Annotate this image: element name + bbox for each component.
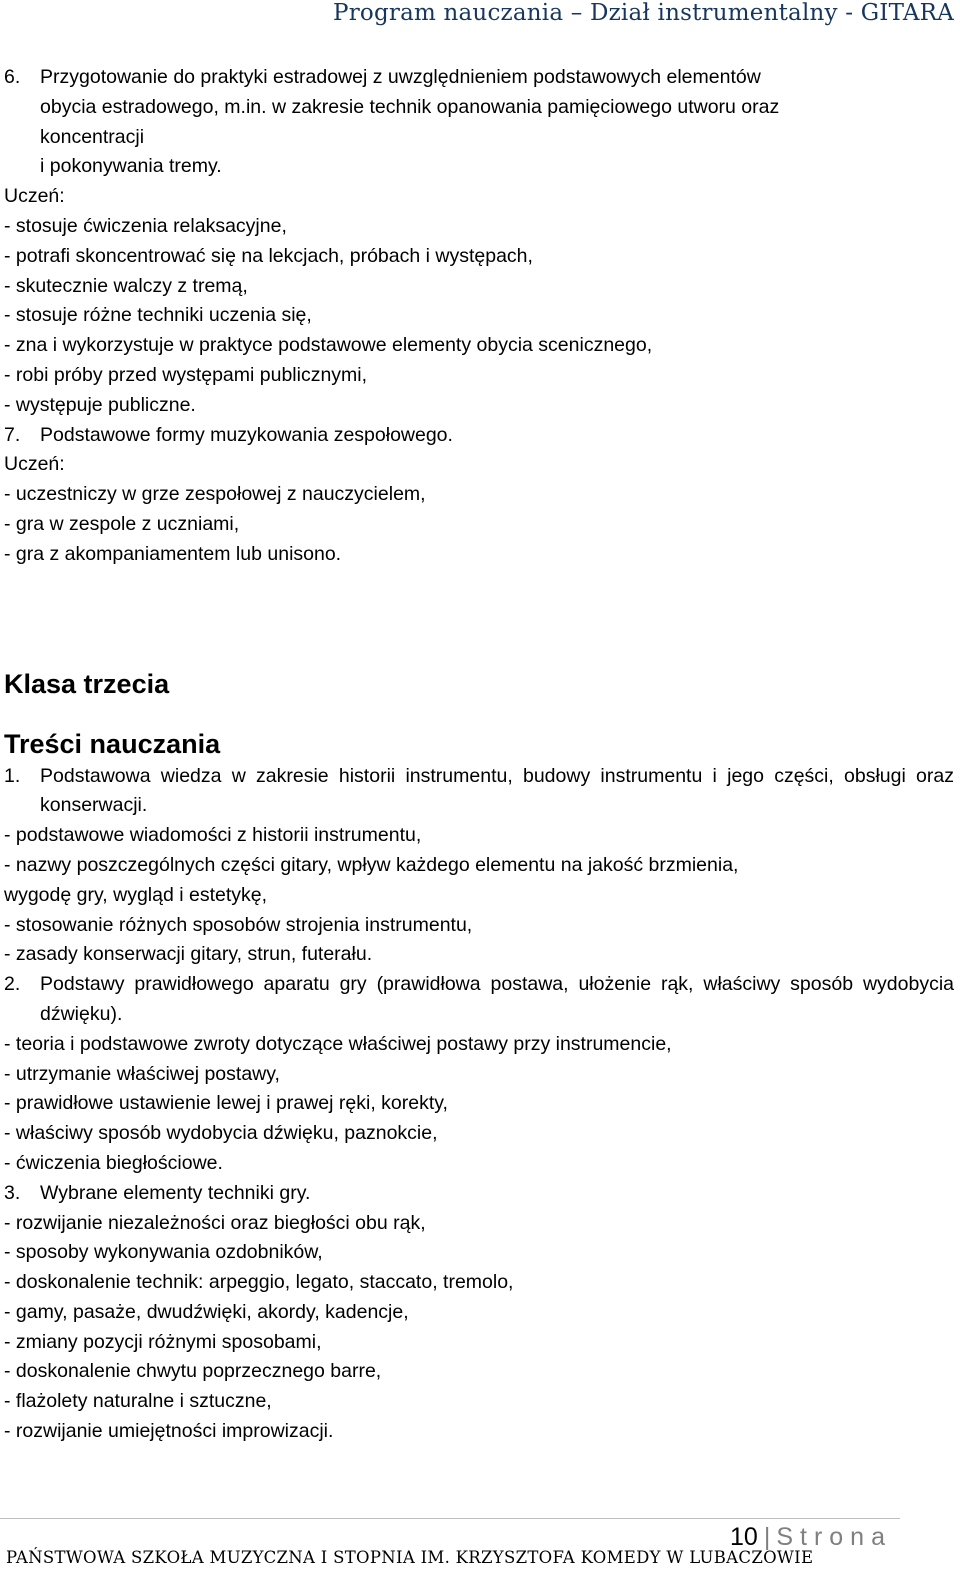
list-item: - nazwy poszczególnych części gitary, wpływ każdego elementu na jakość brzmienia, <box>4 853 739 876</box>
list-item: wygodę gry, wygląd i estetykę, <box>4 883 268 906</box>
topic-3-heading <box>4 1179 954 1209</box>
section-number: 6. <box>4 66 21 88</box>
list-item: - ćwiczenia biegłościowe. <box>4 1151 223 1174</box>
list-item: - potrafi skoncentrować się na lekcjach, próbach i występach, <box>4 244 533 267</box>
page-number-separator: | <box>763 1523 771 1551</box>
class-heading: Klasa trzecia <box>4 668 170 699</box>
running-header-title: Program nauczania – Dział instrumentalny - GITARA <box>333 0 954 26</box>
list-item: - stosuje różne techniki uczenia się, <box>4 304 312 327</box>
list-item: - flażolety naturalne i sztuczne, <box>4 1390 272 1413</box>
topic-number: 1. <box>4 764 21 787</box>
section-title-line: koncentracji <box>40 125 145 148</box>
list-item: - utrzymanie właściwej postawy, <box>4 1062 280 1085</box>
list-item: - gra z akompaniamentem lub unisono. <box>4 542 342 565</box>
list-item: - rozwijanie niezależności oraz biegłości obu rąk, <box>4 1211 426 1234</box>
list-item: - stosowanie różnych sposobów strojenia instrumentu, <box>4 913 473 936</box>
list-item: - występuje publiczne. <box>4 393 196 416</box>
list-item: - doskonalenie chwytu poprzecznego barre, <box>4 1360 382 1383</box>
section-title-line: obycia estradowego, m.in. w zakresie technik opanowania pamięciowego utworu oraz <box>40 95 780 118</box>
section-6-heading <box>4 63 954 182</box>
list-item: - zasady konserwacji gitary, strun, futerału. <box>4 943 373 966</box>
section-title-line: i pokonywania tremy. <box>40 155 222 178</box>
list-item: - sposoby wykonywania ozdobników, <box>4 1241 323 1264</box>
list-item: - uczestniczy w grze zespołowej z nauczycielem, <box>4 483 426 506</box>
list-item: - gamy, pasaże, dwudźwięki, akordy, kadencje, <box>4 1300 409 1323</box>
student-label: Uczeń: <box>4 185 65 208</box>
footer-divider <box>0 1518 900 1519</box>
list-item: - robi próby przed występami publicznymi, <box>4 363 368 386</box>
list-item: - podstawowe wiadomości z historii instrumentu, <box>4 824 422 847</box>
document-body <box>4 63 954 1447</box>
list-item: - teoria i podstawowe zwroty dotyczące właściwej postawy przy instrumencie, <box>4 1032 672 1055</box>
list-item: - właściwy sposób wydobycia dźwięku, paznokcie, <box>4 1122 438 1145</box>
section-title-line: Przygotowanie do praktyki estradowej z uwzględnieniem podstawowych elementów <box>40 66 761 88</box>
section-7-heading <box>4 421 954 451</box>
page-number-value: 10 <box>730 1523 758 1551</box>
topic-1-heading <box>4 762 954 822</box>
topic-2-heading <box>4 970 954 1030</box>
topic-title: Podstawowa wiedza w zakresie historii instrumentu, budowy instrumentu i jego części, obsługi oraz konserwacji. <box>40 764 954 817</box>
page-word: Strona <box>776 1523 892 1551</box>
section-number: 7. <box>4 423 21 446</box>
list-item: - skutecznie walczy z tremą, <box>4 274 248 297</box>
content-heading: Treści nauczania <box>4 728 221 759</box>
section-title: Podstawowe formy muzykowania zespołowego. <box>40 423 453 446</box>
topic-title: Podstawy prawidłowego aparatu gry (prawidłowa postawa, ułożenie rąk, właściwy sposób wydobycia dźwięku). <box>40 973 954 1025</box>
topic-title: Wybrane elementy techniki gry. <box>40 1181 311 1204</box>
list-item: - zna i wykorzystuje w praktyce podstawowe elementy obycia scenicznego, <box>4 334 653 357</box>
list-item: - doskonalenie technik: arpeggio, legato, staccato, tremolo, <box>4 1271 514 1294</box>
footer-school-name: PAŃSTWOWA SZKOŁA MUZYCZNA I STOPNIA IM. KRZYSZTOFA KOMEDY W LUBACZOWIE <box>6 1548 814 1567</box>
list-item: - stosuje ćwiczenia relaksacyjne, <box>4 214 287 237</box>
topic-number: 3. <box>4 1181 21 1204</box>
list-item: - rozwijanie umiejętności improwizacji. <box>4 1420 334 1443</box>
topic-number: 2. <box>4 973 21 996</box>
list-item: - zmiany pozycji różnymi sposobami, <box>4 1330 322 1353</box>
student-label: Uczeń: <box>4 453 65 476</box>
list-item: - prawidłowe ustawienie lewej i prawej ręki, korekty, <box>4 1092 448 1115</box>
list-item: - gra w zespole z uczniami, <box>4 512 240 535</box>
